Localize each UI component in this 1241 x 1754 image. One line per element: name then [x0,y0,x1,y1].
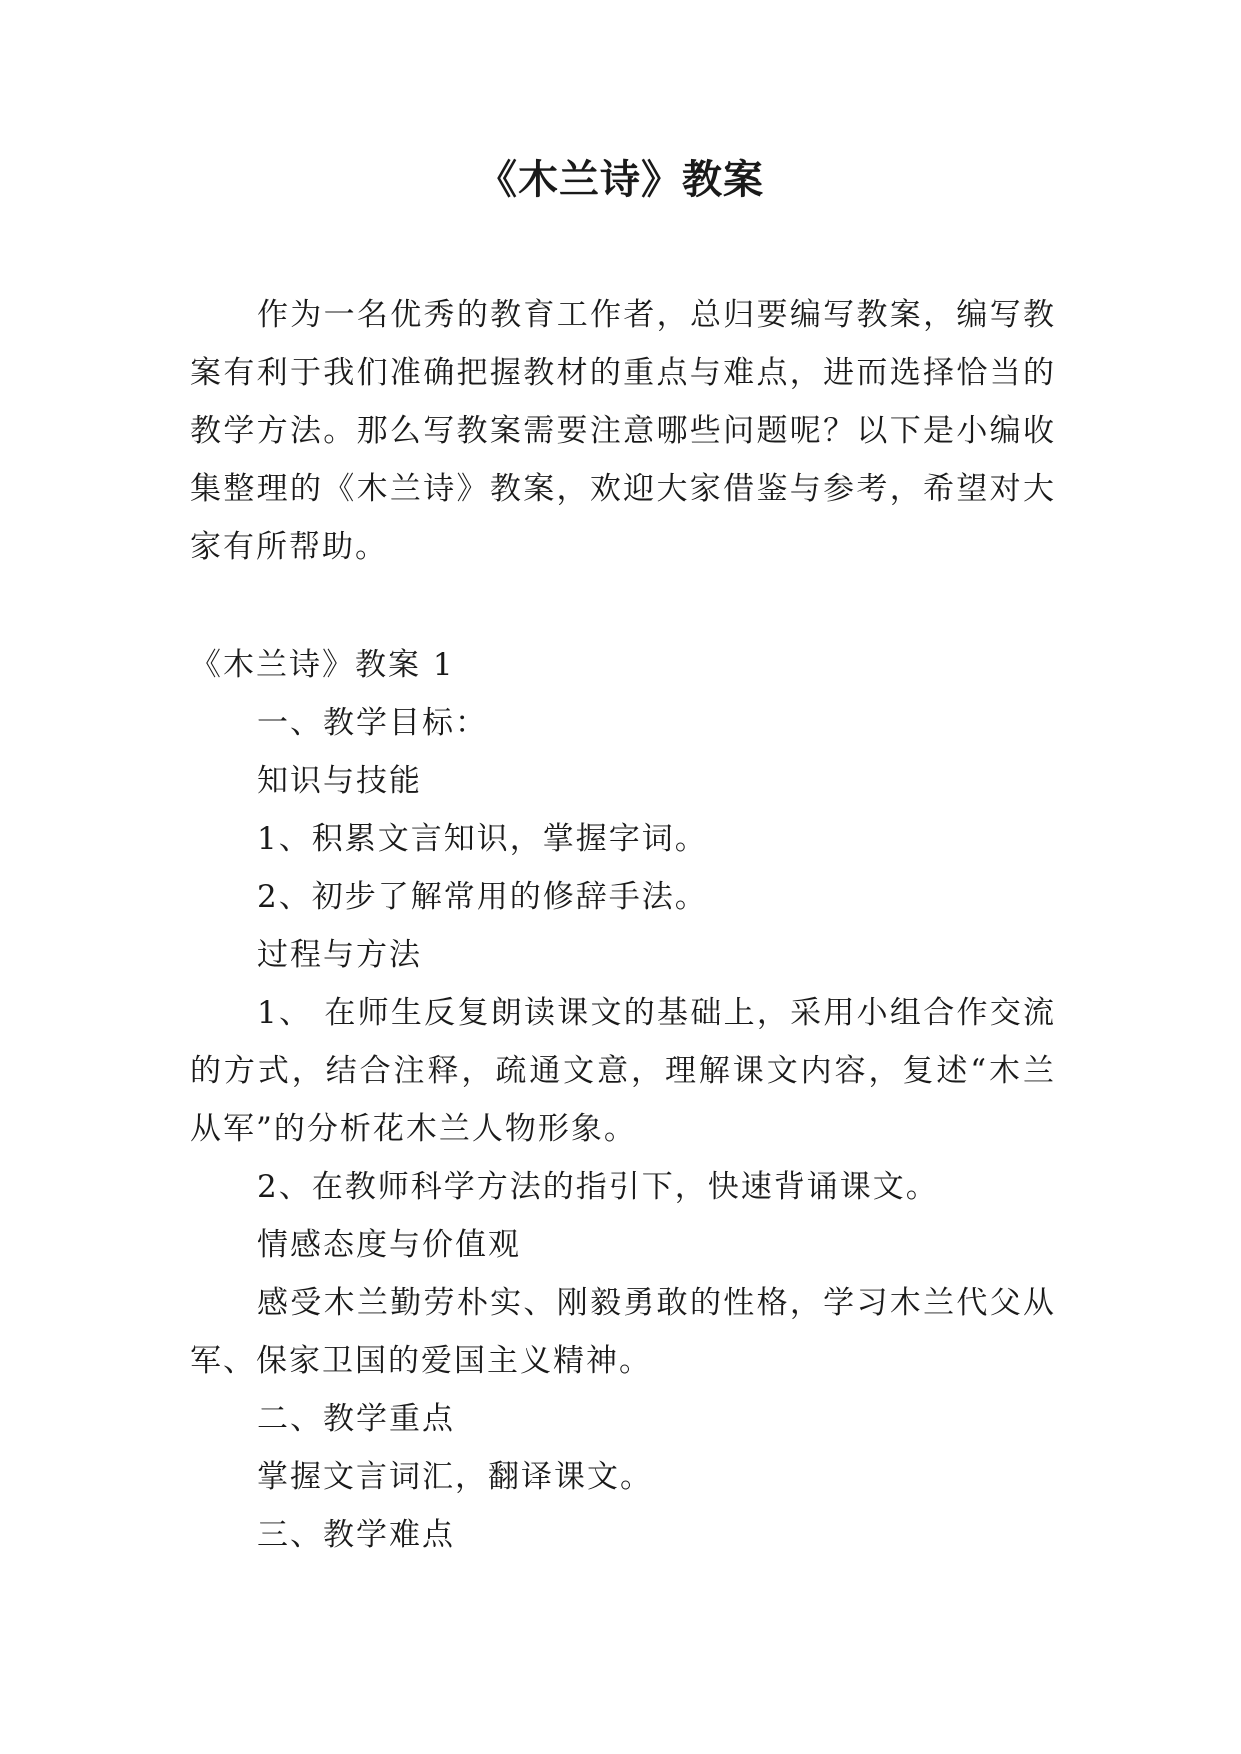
paragraph-key-points-text: 掌握文言词汇，翻译课文。 [257,1459,653,1495]
document-body [190,636,1056,1564]
paragraph-key-points: 二、教学重点 [257,1401,455,1437]
paragraph-knowledge-2: 2、初步了解常用的修辞手法。 [257,879,708,915]
paragraph-knowledge-skills: 知识与技能 [257,763,422,799]
paragraph-emotion-text: 感受木兰勤劳朴实、刚毅勇敢的性格，学习木兰代父从军、保家卫国的爱国主义精神。 [190,1285,1056,1379]
paragraph-process-method: 过程与方法 [257,937,422,973]
paragraph-process-1: 1、 在师生反复朗读课文的基础上，采用小组合作交流的方式，结合注释，疏通文意，理解课文内容，复述“木兰从军”的分析花木兰人物形象。 [190,995,1056,1147]
paragraph-knowledge-1: 1、积累文言知识，掌握字词。 [257,821,708,857]
section-heading: 《木兰诗》教案 1 [190,647,455,683]
paragraph-emotion-values: 情感态度与价值观 [257,1227,521,1263]
paragraph-teaching-goals: 一、教学目标： [257,705,488,741]
paragraph-difficulties: 三、教学难点 [257,1517,455,1553]
intro-paragraph: 作为一名优秀的教育工作者，总归要编写教案，编写教案有利于我们准确把握教材的重点与难点，进而选择恰当的教学方法。那么写教案需要注意哪些问题呢？以下是小编收集整理的《木兰诗》教案，欢迎大家借鉴与参考，希望对大家有所帮助。 [190,297,1056,565]
document-title: 《木兰诗》教案 [477,157,764,203]
paragraph-process-2: 2、在教师科学方法的指引下，快速背诵课文。 [257,1169,939,1205]
